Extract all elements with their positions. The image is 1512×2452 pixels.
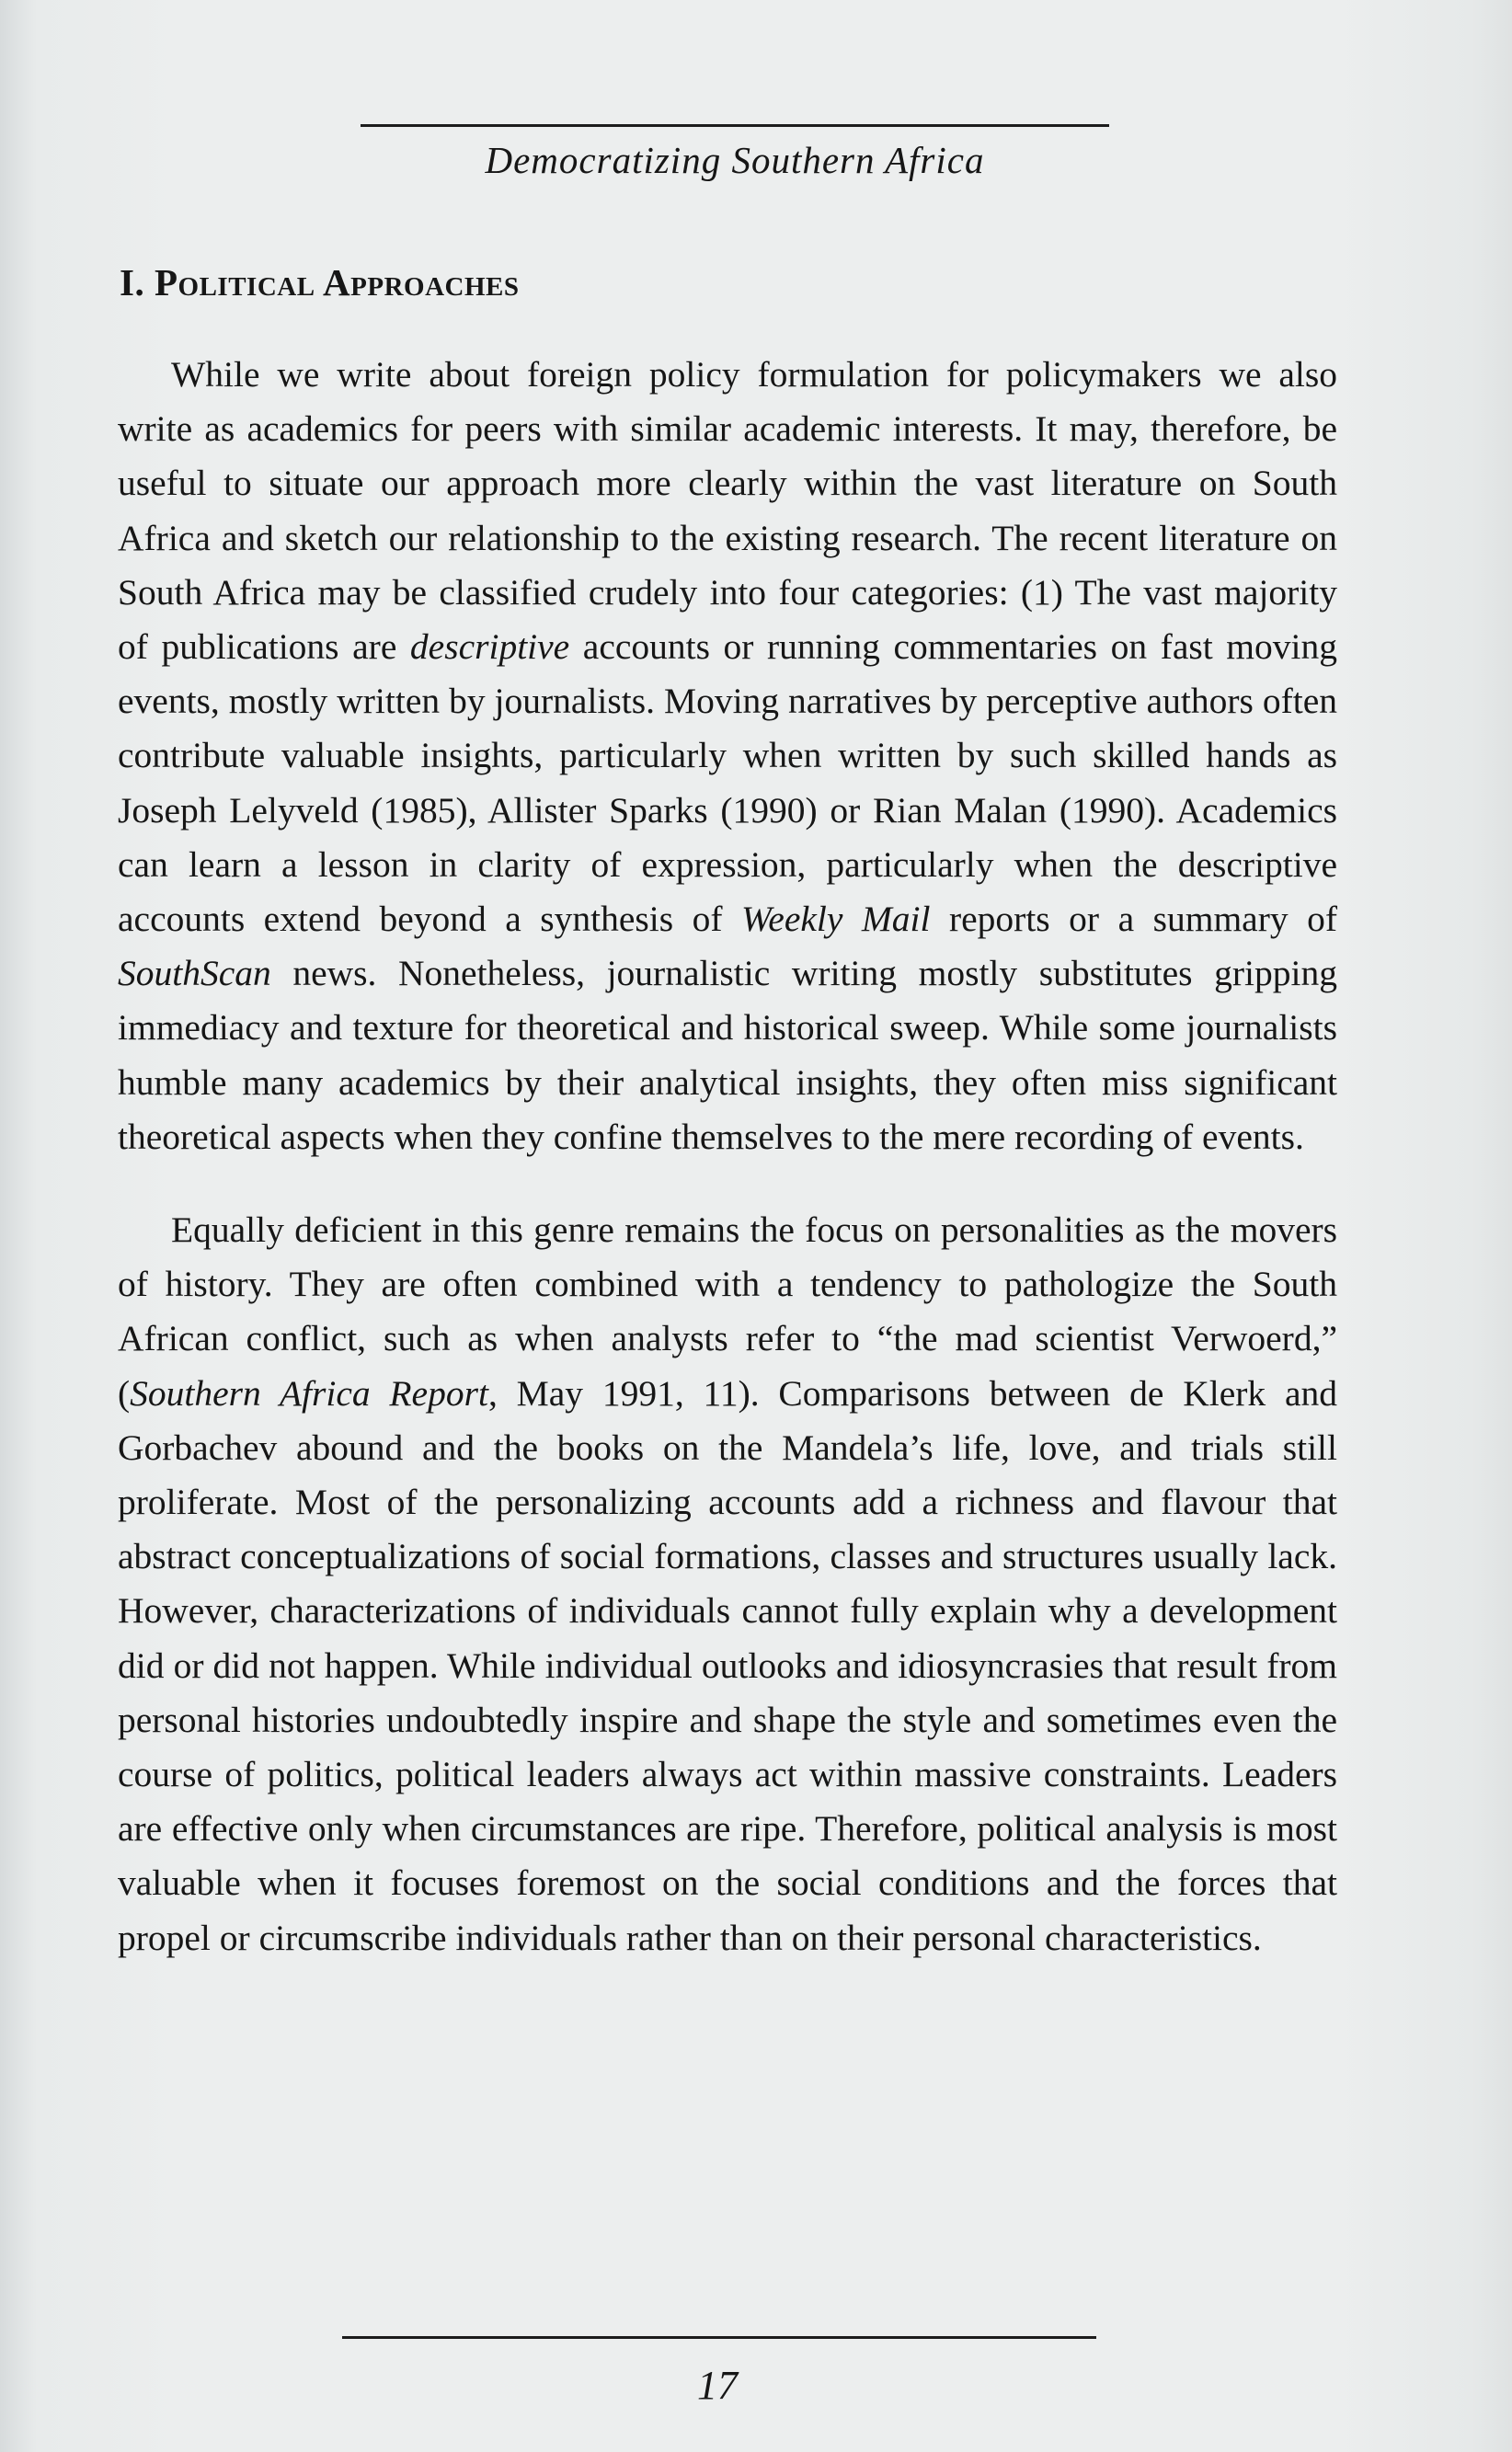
body-text [118,348,1337,1965]
paragraph-1: While we write about foreign policy formulation for policymakers we also write as academics for peers with similar academic interests. It may, therefore, be useful to situate our approach more clearly within the vast literature on South Africa and sketch our relationship to the existing research. The recent literature on South Africa may be classified crudely into four categories: (1) The vast majority of publications are descriptive accounts or running commentaries on fast moving events, mostly written by journalists. Moving narratives by perceptive authors often contribute valuable insights, particularly when written by such skilled hands as Joseph Lelyveld (1985), Allister Sparks (1990) or Rian Malan (1990). Academics can learn a lesson in clarity of expression, particularly when the descriptive accounts extend beyond a synthesis of Weekly Mail reports or a summary of SouthScan news. Nonetheless, journalistic writing mostly substitutes gripping immediacy and texture for theoretical and historical sweep. While some journalists humble many academics by their analytical insights, they often miss significant theoretical aspects when they confine themselves to the mere recording of events. [118,354,1337,1157]
publication-title: Southern Africa Report [130,1372,488,1414]
footer-rule [342,2336,1096,2339]
header-rule [361,124,1109,127]
section-heading [120,260,520,304]
publication-title: Weekly Mail [741,899,931,940]
publication-title: SouthScan [118,953,271,994]
page-number: 17 [697,2363,738,2408]
italic-term: descriptive [409,626,570,668]
running-head: Democratizing Southern Africa [485,139,985,181]
paragraph-2: Equally deficient in this genre remains the focus on personalities as the movers of history. They are often combined with a tendency to pathologize the South African conflict, such as when analysts refer to “the mad scientist Verwoerd,” (Southern Africa Report, May 1991, 11). Comparisons between de Klerk and Gorbachev abound and the books on the Mandela’s life, love, and trials still proliferate. Most of the personalizing accounts add a richness and flavour that abstract conceptualizations of social formations, classes and structures usually lack. However, characterizations of individuals cannot fully explain why a development did or did not happen. While individual outlooks and idiosyncrasies that result from personal histories undoubtedly inspire and shape the style and sometimes even the course of politics, political leaders always act within massive constraints. Leaders are effective only when circumstances are ripe. Therefore, political analysis is most valuable when it focuses foremost on the social conditions and the forces that propel or circumscribe individuals rather than on their personal characteristics. [118,1209,1337,1958]
section-title: Political Approaches [154,261,520,304]
section-number: I. [120,261,145,304]
